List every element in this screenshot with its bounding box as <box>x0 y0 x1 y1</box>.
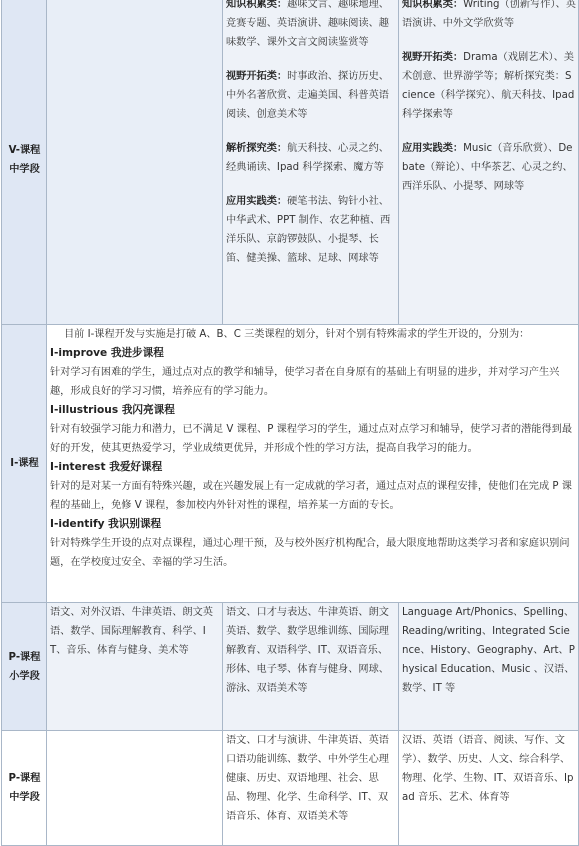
label-line: 小学段 <box>9 670 40 682</box>
cell-text: 语文、对外汉语、牛津英语、朗文英语、数学、国际理解教育、科学、IT、音乐、体育与健身、美术等 <box>50 607 213 656</box>
category-head: 解析探究类： <box>226 143 288 154</box>
category-block <box>402 48 576 124</box>
category-block <box>226 0 396 52</box>
curriculum-table <box>1 0 579 846</box>
label-line: 中学段 <box>9 792 40 803</box>
p-course-secondary-label <box>2 731 47 846</box>
category-text: 趣味文言、趣味地理、竞赛专题、英语演讲、趣味阅读、趣味数学、课外文言文阅读鉴赏等 <box>226 0 389 48</box>
p-course-secondary-col-c <box>399 731 579 846</box>
i-course-item-head: I-illustrious 我闪亮课程 <box>50 404 175 416</box>
p-course-primary-col-b <box>223 603 399 731</box>
i-course-item-desc: 针对的是对某一方面有特殊兴趣，或在兴趣发展上有一定成就的学习者，通过点对点的课程安排，使他们在完成 P 课程的基础上，免修 V 课程，参加校内外针对性的课程，培养某一方面的专长。 <box>50 481 572 511</box>
i-course-item-head: I-interest 我爱好课程 <box>50 461 163 473</box>
category-text: 时事政治、探访历史、中外名著欣赏、走遍美国、科普英语阅读、创意美术等 <box>226 71 389 120</box>
i-course-intro: 目前 I-课程开发与实施是打破 A、B、C 三类课程的划分，针对个别有特殊需求的学生开设的，分别为： <box>64 329 530 340</box>
v-course-col-b <box>223 0 399 325</box>
label-line: V-课程 <box>8 144 41 156</box>
label-line: 中学段 <box>9 163 40 175</box>
i-course-item-desc: 针对学习有困难的学生，通过点对点的教学和辅导，使学习者在自身原有的基础上有明显的进步，并对学习产生兴趣，形成良好的学习习惯，培养应有的学习能力。 <box>50 367 560 397</box>
p-course-primary-row <box>2 603 579 731</box>
i-course-row <box>2 325 579 603</box>
i-course-item-desc: 针对特殊学生开设的点对点课程，通过心理干预，及与校外医疗机构配合，最大限度地帮助这类学习者和家庭识别问题，在学校度过安全、幸福的学习生活。 <box>50 538 570 568</box>
v-course-col-c <box>399 0 579 325</box>
p-course-primary-col-c <box>399 603 579 731</box>
i-course-label <box>2 325 47 603</box>
category-head: 知识积累类： <box>226 0 288 10</box>
v-course-row <box>2 0 579 325</box>
cell-text: 语文、口才与演讲、牛津英语、英语口语功能训练、数学、中外学生心理健康、历史、双语地理、社会、思品、物理、化学、生命科学、IT、双语音乐、体育、双语美术等 <box>226 735 389 822</box>
category-block <box>226 192 396 268</box>
p-course-secondary-row <box>2 731 579 846</box>
category-head: 应用实践类： <box>226 196 288 207</box>
label-line: P-课程 <box>8 773 41 784</box>
category-block <box>226 139 396 177</box>
category-block <box>402 139 576 196</box>
label-line: I-课程 <box>10 458 39 469</box>
category-text: 航天科技、心灵之约、经典诵读、Ipad 科学探索、魔方等 <box>226 143 389 173</box>
i-course-content <box>47 325 579 603</box>
label-line: P-课程 <box>8 651 41 663</box>
category-head: 视野开拓类： <box>226 71 288 82</box>
category-block <box>226 67 396 124</box>
cell-text: Language Art/Phonics、Spelling、Reading/writing、Integrated Science、History、Geography、Art、Physical Education、Music 、汉语、数学、IT 等 <box>402 607 575 694</box>
i-course-item-head: I-improve 我进步课程 <box>50 347 164 359</box>
cell-text: 汉语、英语（语音、阅读、写作、文学）、数学、历史、人文、综合科学、物理、化学、生物、IT、双语音乐、Ipad 音乐、艺术、体育等 <box>402 735 574 803</box>
p-course-secondary-col-b <box>223 731 399 846</box>
category-head: 知识积累类： <box>402 0 464 10</box>
v-course-label <box>2 0 47 325</box>
i-course-item-desc: 针对有较强学习能力和潜力，已不满足 V 课程、P 课程学习的学生，通过点对点学习和辅导，使学习者的潜能得到最好的开发，使其更热爱学习，学业成绩更优异，并形成个性的学习方法，提高自我学习的能力。 <box>50 424 573 454</box>
cell-text: 语文、口才与表达、牛津英语、朗文英语、数学、数学思维训练、国际理解教育、双语科学、IT、双语音乐、形体、电子琴、体育与健身、网球、游泳、双语美术等 <box>226 607 389 694</box>
p-course-primary-label <box>2 603 47 731</box>
category-text: Writing（创新写作）、英语演讲、中外文学欣赏等 <box>402 0 576 29</box>
category-head: 应用实践类： <box>402 143 464 154</box>
p-course-primary-col-a <box>47 603 223 731</box>
p-course-secondary-col-a <box>47 731 223 846</box>
category-head: 视野开拓类： <box>402 52 464 63</box>
category-block <box>402 0 576 33</box>
category-text: Music（音乐欣赏）、Debate（辩论）、中华茶艺、心灵之约、西洋乐队、小提琴、网球等 <box>402 143 573 192</box>
category-text: Drama（戏剧艺术）、美术创意、世界游学等；解析探究类：Science（科学探究）、航天科技、Ipad 科学探索等 <box>402 52 575 120</box>
i-course-item-head: I-identify 我识别课程 <box>50 518 162 530</box>
category-text: 硬笔书法、钩针小社、中华武术、PPT 制作、农艺种植、西洋乐队、京韵锣鼓队、小提琴、长笛、健美操、篮球、足球、网球等 <box>226 196 391 264</box>
v-course-col-a <box>47 0 223 325</box>
